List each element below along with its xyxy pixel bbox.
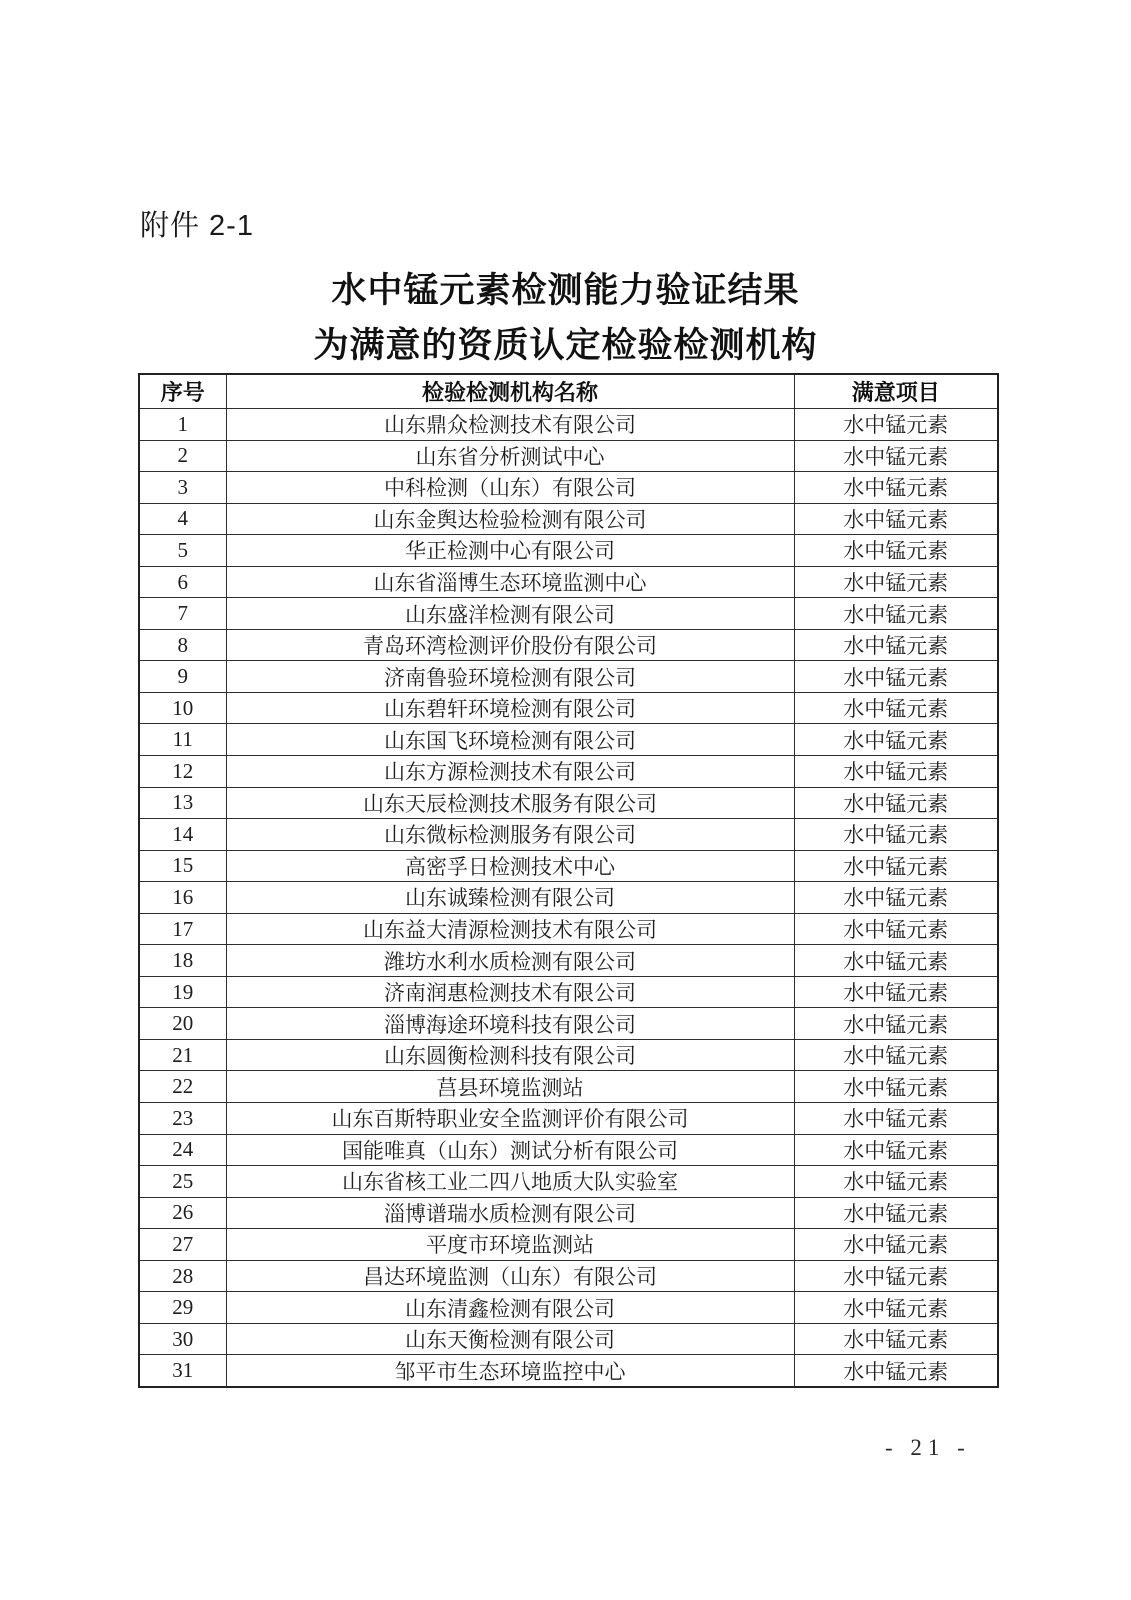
table-row (139, 1260, 998, 1292)
row-no-cell: 15 (139, 850, 226, 882)
table-row (139, 1134, 998, 1166)
row-institution-name-cell: 山东省淄博生态环境监测中心 (226, 566, 794, 598)
row-no-cell: 13 (139, 787, 226, 819)
table-header-row (139, 374, 998, 409)
row-institution-name-cell: 淄博谱瑞水质检测有限公司 (226, 1197, 794, 1229)
table-row (139, 440, 998, 472)
row-no-cell: 19 (139, 976, 226, 1008)
row-institution-name-cell: 昌达环境监测（山东）有限公司 (226, 1260, 794, 1292)
row-satisfactory-item-cell: 水中锰元素 (794, 440, 998, 472)
column-header-institution-name: 检验检测机构名称 (226, 374, 794, 409)
row-institution-name-cell: 山东碧轩环境检测有限公司 (226, 692, 794, 724)
row-institution-name-cell: 高密孚日检测技术中心 (226, 850, 794, 882)
row-satisfactory-item-cell: 水中锰元素 (794, 1197, 998, 1229)
row-no-cell: 23 (139, 1103, 226, 1135)
table-row (139, 629, 998, 661)
row-no-cell: 29 (139, 1292, 226, 1324)
row-satisfactory-item-cell: 水中锰元素 (794, 1008, 998, 1040)
row-no-cell: 21 (139, 1039, 226, 1071)
row-no-cell: 26 (139, 1197, 226, 1229)
row-no-cell: 3 (139, 472, 226, 504)
row-no-cell: 28 (139, 1260, 226, 1292)
row-satisfactory-item-cell: 水中锰元素 (794, 598, 998, 630)
table-row (139, 787, 998, 819)
table-row (139, 882, 998, 914)
row-no-cell: 1 (139, 409, 226, 441)
row-institution-name-cell: 济南润惠检测技术有限公司 (226, 976, 794, 1008)
row-institution-name-cell: 济南鲁验环境检测有限公司 (226, 661, 794, 693)
row-institution-name-cell: 山东清鑫检测有限公司 (226, 1292, 794, 1324)
row-institution-name-cell: 山东天辰检测技术服务有限公司 (226, 787, 794, 819)
row-satisfactory-item-cell: 水中锰元素 (794, 976, 998, 1008)
row-no-cell: 18 (139, 945, 226, 977)
row-no-cell: 31 (139, 1355, 226, 1387)
row-no-cell: 16 (139, 882, 226, 914)
page-number: - 21 - (885, 1435, 971, 1460)
row-institution-name-cell: 山东盛洋检测有限公司 (226, 598, 794, 630)
table-row (139, 503, 998, 535)
table-row (139, 472, 998, 504)
table-row (139, 945, 998, 977)
row-satisfactory-item-cell: 水中锰元素 (794, 819, 998, 851)
table-row (139, 850, 998, 882)
row-institution-name-cell: 平度市环境监测站 (226, 1229, 794, 1261)
row-satisfactory-item-cell: 水中锰元素 (794, 1355, 998, 1387)
row-satisfactory-item-cell: 水中锰元素 (794, 1260, 998, 1292)
row-institution-name-cell: 中科检测（山东）有限公司 (226, 472, 794, 504)
row-satisfactory-item-cell: 水中锰元素 (794, 1323, 998, 1355)
row-satisfactory-item-cell: 水中锰元素 (794, 1229, 998, 1261)
row-no-cell: 5 (139, 535, 226, 567)
row-no-cell: 12 (139, 756, 226, 788)
table-body (139, 409, 998, 1388)
row-satisfactory-item-cell: 水中锰元素 (794, 629, 998, 661)
table-row (139, 913, 998, 945)
column-header-no: 序号 (139, 374, 226, 409)
table-row (139, 1103, 998, 1135)
row-satisfactory-item-cell: 水中锰元素 (794, 1166, 998, 1198)
row-institution-name-cell: 邹平市生态环境监控中心 (226, 1355, 794, 1387)
row-satisfactory-item-cell: 水中锰元素 (794, 409, 998, 441)
row-institution-name-cell: 山东省核工业二四八地质大队实验室 (226, 1166, 794, 1198)
row-satisfactory-item-cell: 水中锰元素 (794, 945, 998, 977)
table-row (139, 1039, 998, 1071)
row-satisfactory-item-cell: 水中锰元素 (794, 692, 998, 724)
row-satisfactory-item-cell: 水中锰元素 (794, 882, 998, 914)
attachment-label: 附件 2-1 (140, 210, 254, 242)
row-no-cell: 2 (139, 440, 226, 472)
row-institution-name-cell: 山东诚臻检测有限公司 (226, 882, 794, 914)
row-institution-name-cell: 山东微标检测服务有限公司 (226, 819, 794, 851)
row-satisfactory-item-cell: 水中锰元素 (794, 503, 998, 535)
row-no-cell: 8 (139, 629, 226, 661)
table-row (139, 1323, 998, 1355)
table-row (139, 598, 998, 630)
row-institution-name-cell: 山东百斯特职业安全监测评价有限公司 (226, 1103, 794, 1135)
table-row (139, 976, 998, 1008)
row-institution-name-cell: 山东国飞环境检测有限公司 (226, 724, 794, 756)
row-no-cell: 9 (139, 661, 226, 693)
row-no-cell: 27 (139, 1229, 226, 1261)
table-row (139, 1292, 998, 1324)
row-satisfactory-item-cell: 水中锰元素 (794, 850, 998, 882)
table-row (139, 724, 998, 756)
row-institution-name-cell: 山东天衡检测有限公司 (226, 1323, 794, 1355)
row-institution-name-cell: 淄博海途环境科技有限公司 (226, 1008, 794, 1040)
row-no-cell: 10 (139, 692, 226, 724)
table-row (139, 661, 998, 693)
table-row (139, 756, 998, 788)
row-satisfactory-item-cell: 水中锰元素 (794, 661, 998, 693)
row-institution-name-cell: 潍坊水利水质检测有限公司 (226, 945, 794, 977)
row-institution-name-cell: 山东省分析测试中心 (226, 440, 794, 472)
table-row (139, 1071, 998, 1103)
row-no-cell: 22 (139, 1071, 226, 1103)
row-institution-name-cell: 华正检测中心有限公司 (226, 535, 794, 567)
row-institution-name-cell: 山东益大清源检测技术有限公司 (226, 913, 794, 945)
row-no-cell: 11 (139, 724, 226, 756)
row-satisfactory-item-cell: 水中锰元素 (794, 1292, 998, 1324)
row-no-cell: 14 (139, 819, 226, 851)
table-row (139, 1197, 998, 1229)
document-title-line1: 水中锰元素检测能力验证结果 (331, 271, 800, 310)
column-header-satisfactory-item: 满意项目 (794, 374, 998, 409)
row-institution-name-cell: 青岛环湾检测评价股份有限公司 (226, 629, 794, 661)
row-no-cell: 4 (139, 503, 226, 535)
row-satisfactory-item-cell: 水中锰元素 (794, 1039, 998, 1071)
row-institution-name-cell: 莒县环境监测站 (226, 1071, 794, 1103)
table-row (139, 566, 998, 598)
table-row (139, 819, 998, 851)
row-no-cell: 7 (139, 598, 226, 630)
table-row (139, 409, 998, 441)
row-satisfactory-item-cell: 水中锰元素 (794, 472, 998, 504)
row-satisfactory-item-cell: 水中锰元素 (794, 1134, 998, 1166)
row-institution-name-cell: 山东鼎众检测技术有限公司 (226, 409, 794, 441)
row-institution-name-cell: 山东金舆达检验检测有限公司 (226, 503, 794, 535)
row-no-cell: 30 (139, 1323, 226, 1355)
row-satisfactory-item-cell: 水中锰元素 (794, 535, 998, 567)
row-no-cell: 6 (139, 566, 226, 598)
institutions-table (138, 373, 999, 1388)
row-institution-name-cell: 国能唯真（山东）测试分析有限公司 (226, 1134, 794, 1166)
document-title-line2: 为满意的资质认定检验检测机构 (313, 326, 818, 365)
table-row (139, 1166, 998, 1198)
table-row (139, 535, 998, 567)
table-row (139, 692, 998, 724)
row-institution-name-cell: 山东方源检测技术有限公司 (226, 756, 794, 788)
row-satisfactory-item-cell: 水中锰元素 (794, 566, 998, 598)
row-satisfactory-item-cell: 水中锰元素 (794, 1071, 998, 1103)
row-no-cell: 25 (139, 1166, 226, 1198)
table-row (139, 1008, 998, 1040)
row-satisfactory-item-cell: 水中锰元素 (794, 756, 998, 788)
row-no-cell: 24 (139, 1134, 226, 1166)
row-satisfactory-item-cell: 水中锰元素 (794, 724, 998, 756)
row-satisfactory-item-cell: 水中锰元素 (794, 787, 998, 819)
table-row (139, 1229, 998, 1261)
table-row (139, 1355, 998, 1387)
row-institution-name-cell: 山东圆衡检测科技有限公司 (226, 1039, 794, 1071)
row-satisfactory-item-cell: 水中锰元素 (794, 1103, 998, 1135)
row-satisfactory-item-cell: 水中锰元素 (794, 913, 998, 945)
row-no-cell: 17 (139, 913, 226, 945)
row-no-cell: 20 (139, 1008, 226, 1040)
